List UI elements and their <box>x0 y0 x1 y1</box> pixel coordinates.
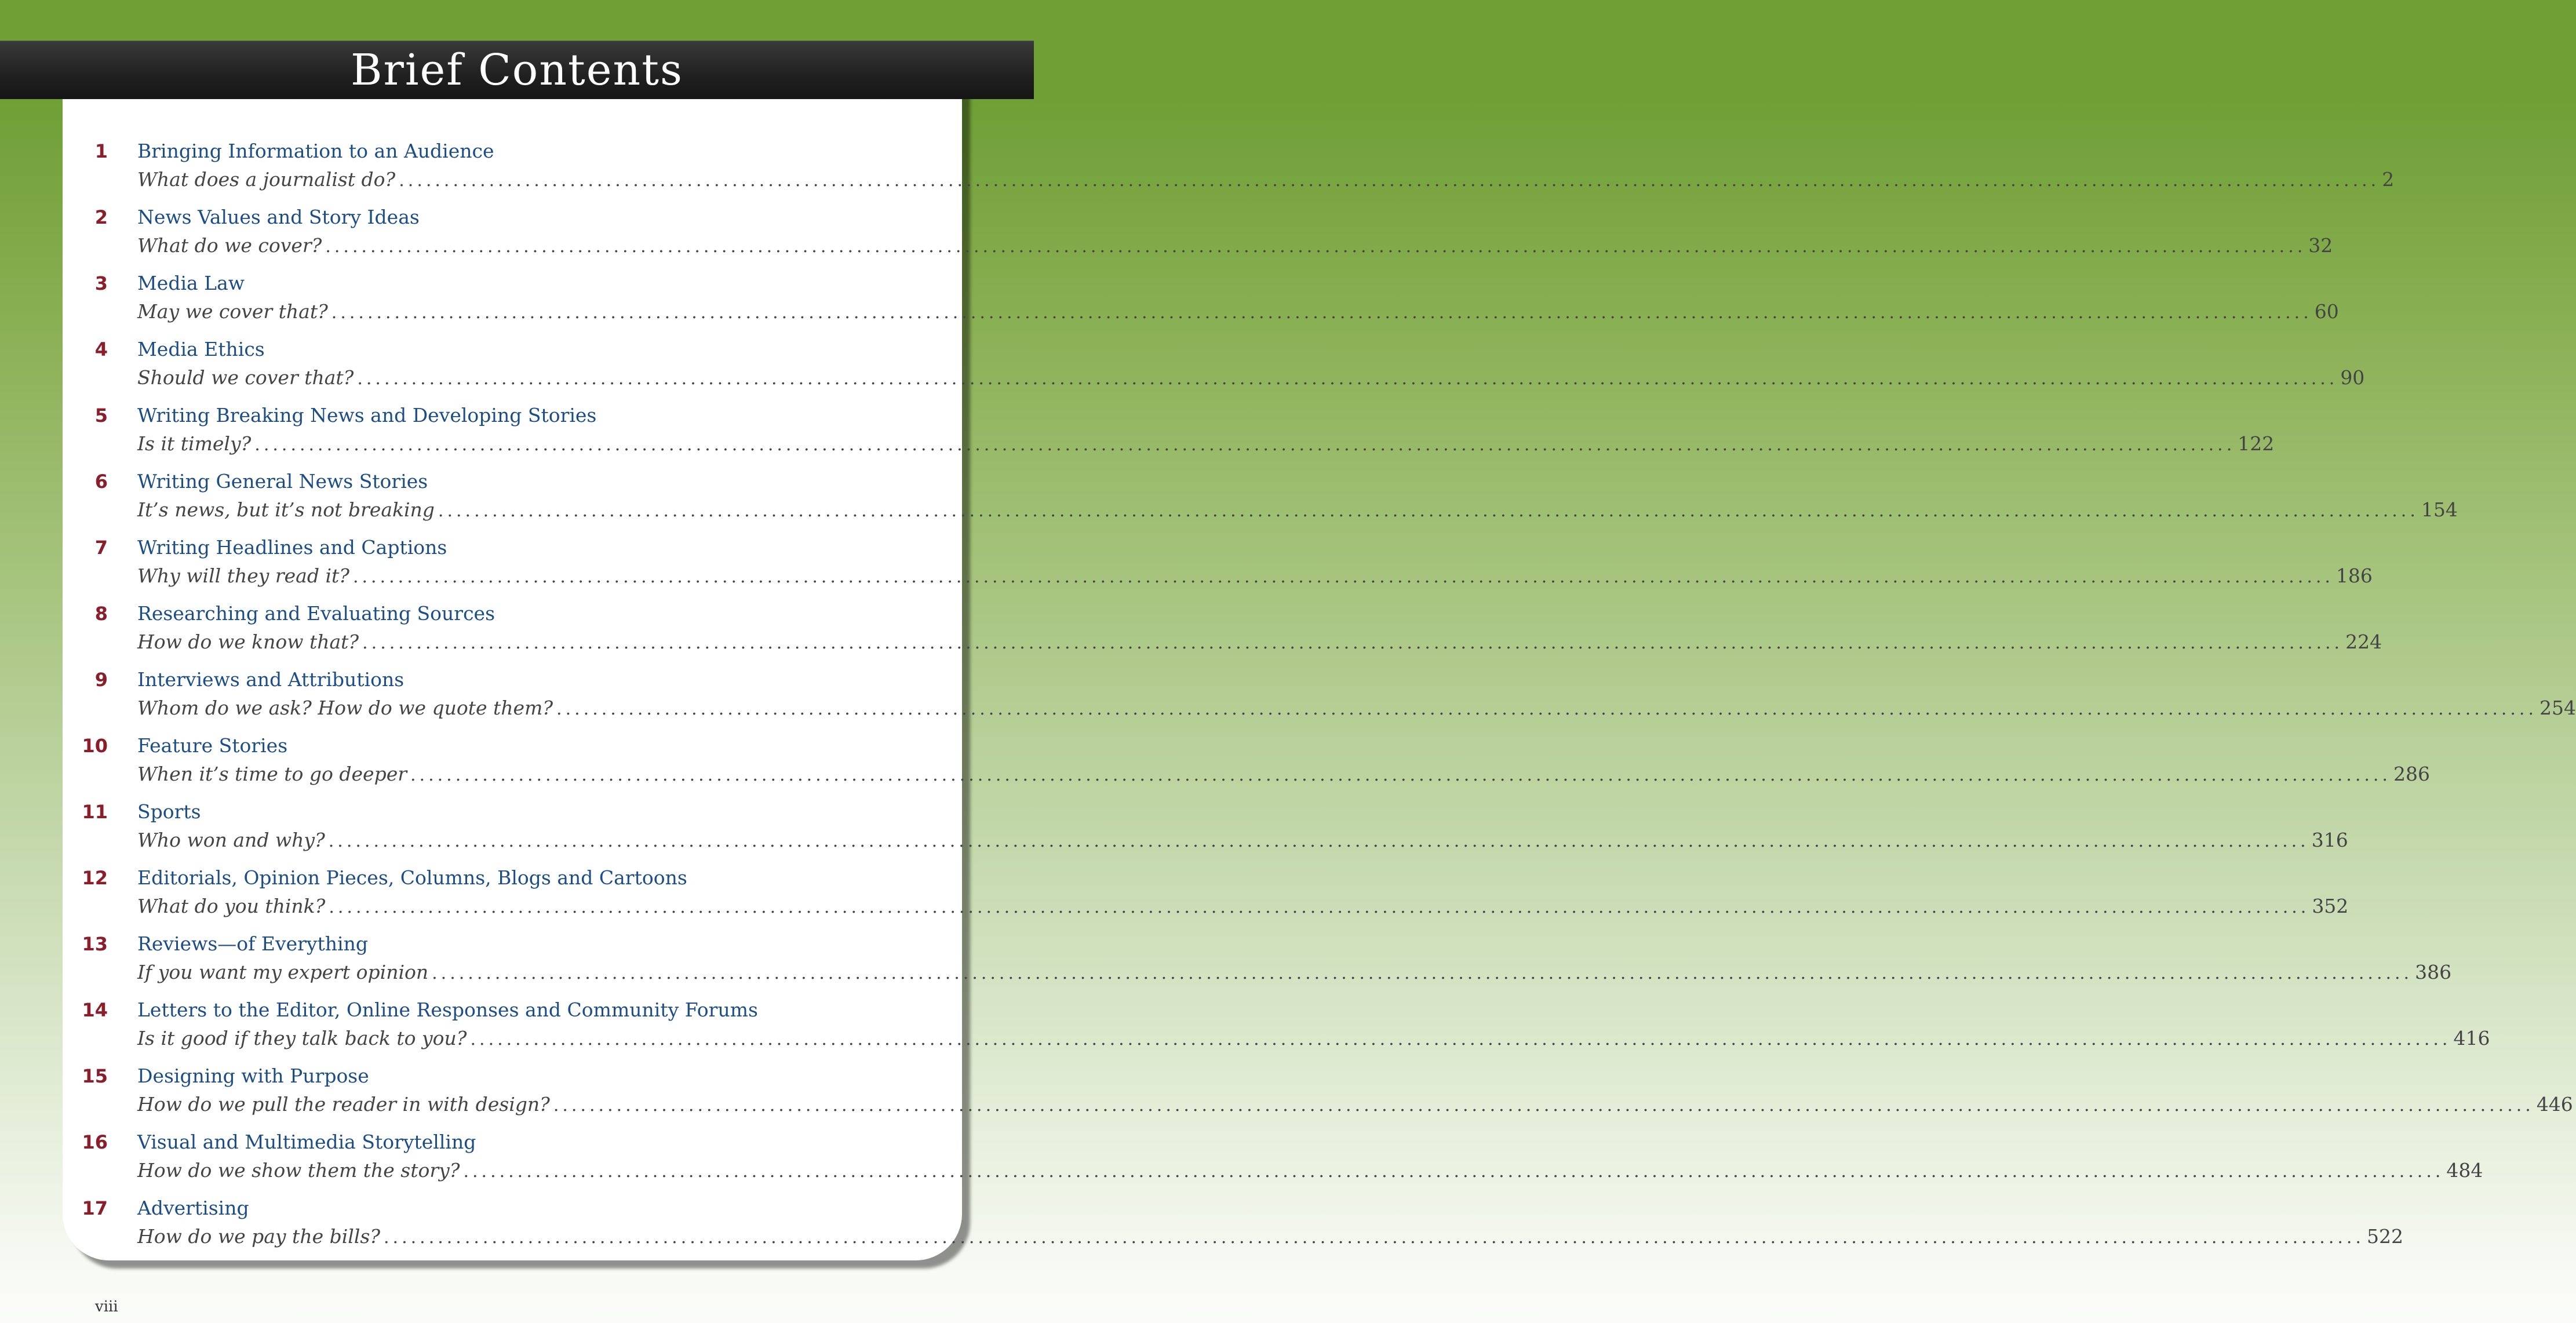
dot-leader: ............................................................................................................................................................................................................................ <box>362 633 2344 653</box>
chapter-title[interactable]: Feature Stories <box>137 734 288 757</box>
dot-leader: ............................................................................................................................................................................................................................ <box>410 765 2391 785</box>
chapter-subtitle-line <box>137 628 2382 657</box>
chapter-entry[interactable] <box>63 269 2339 336</box>
chapter-entry[interactable] <box>63 534 2373 600</box>
page-title: Brief Contents <box>351 45 683 95</box>
chapter-subtitle-line <box>137 892 2349 921</box>
dot-leader: ............................................................................................................................................................................................................................ <box>352 567 2334 587</box>
chapter-number: 14 <box>82 999 108 1021</box>
chapter-subtitle: How do we pull the reader in with design? <box>137 1093 550 1116</box>
chapter-subtitle: Should we cover that? <box>137 366 354 389</box>
chapter-entry[interactable] <box>63 930 2452 996</box>
chapter-entry[interactable] <box>63 468 2458 534</box>
chapter-entry[interactable] <box>63 732 2430 798</box>
chapter-entry[interactable] <box>63 137 2395 203</box>
chapter-entry[interactable] <box>63 1062 2573 1128</box>
chapter-title[interactable]: News Values and Story Ideas <box>137 206 420 228</box>
chapter-subtitle: What does a journalist do? <box>137 168 396 191</box>
chapter-number: 15 <box>82 1065 108 1087</box>
chapter-page-number: 522 <box>2366 1225 2403 1248</box>
chapter-subtitle-line <box>137 1157 2483 1186</box>
chapter-title[interactable]: Writing Headlines and Captions <box>137 536 447 559</box>
chapter-page-number: 286 <box>2393 763 2430 785</box>
chapter-number: 2 <box>94 206 108 228</box>
chapter-entry[interactable] <box>63 203 2333 269</box>
dot-leader: ............................................................................................................................................................................................................................ <box>331 302 2312 323</box>
dot-leader: ............................................................................................................................................................................................................................ <box>357 369 2338 389</box>
chapter-subtitle: Why will they read it? <box>137 564 349 587</box>
chapter-page-number: 224 <box>2345 630 2382 653</box>
chapter-subtitle: Whom do we ask? How do we quote them? <box>137 697 553 719</box>
chapter-entry[interactable] <box>63 1194 2403 1260</box>
chapter-title[interactable]: Media Ethics <box>137 338 265 360</box>
chapter-subtitle-line <box>137 826 2348 855</box>
chapter-title[interactable]: Sports <box>137 800 201 823</box>
chapter-subtitle-line <box>137 298 2339 327</box>
chapter-subtitle-line <box>137 760 2430 789</box>
chapter-page-number: 416 <box>2453 1027 2490 1049</box>
chapter-subtitle-line <box>137 496 2458 525</box>
chapter-subtitle-line <box>137 1223 2403 1252</box>
chapter-subtitle: How do we pay the bills? <box>137 1225 381 1248</box>
chapter-subtitle: Is it good if they talk back to you? <box>137 1027 467 1049</box>
chapter-page-number: 60 <box>2314 300 2339 323</box>
chapter-number: 12 <box>82 867 108 889</box>
chapter-title[interactable]: Letters to the Editor, Online Responses and Community Forums <box>137 998 758 1021</box>
chapter-number: 4 <box>94 338 108 360</box>
chapter-subtitle-line <box>137 694 2576 723</box>
dot-leader: ............................................................................................................................................................................................................................ <box>329 897 2310 917</box>
chapter-page-number: 386 <box>2415 961 2452 983</box>
dot-leader: ............................................................................................................................................................................................................................ <box>556 699 2537 719</box>
chapter-title[interactable]: Writing Breaking News and Developing Stories <box>137 404 597 427</box>
chapter-subtitle: What do we cover? <box>137 234 322 257</box>
chapter-page-number: 446 <box>2536 1093 2573 1116</box>
chapter-page-number: 154 <box>2421 498 2458 521</box>
chapter-entry[interactable] <box>63 336 2365 402</box>
chapter-subtitle: How do we show them the story? <box>137 1159 460 1182</box>
chapter-number: 17 <box>82 1197 108 1219</box>
chapter-entry[interactable] <box>63 798 2348 864</box>
chapter-title[interactable]: Advertising <box>137 1197 249 1219</box>
chapter-subtitle: If you want my expert opinion <box>137 961 429 983</box>
chapter-number: 10 <box>82 735 108 757</box>
chapter-subtitle-line <box>137 958 2452 987</box>
dot-leader: ............................................................................................................................................................................................................................ <box>384 1227 2364 1248</box>
chapter-title[interactable]: Editorials, Opinion Pieces, Columns, Blogs and Cartoons <box>137 866 687 889</box>
chapter-subtitle-line <box>137 562 2373 591</box>
dot-leader: ............................................................................................................................................................................................................................ <box>553 1095 2534 1116</box>
chapter-subtitle: It’s news, but it’s not breaking <box>137 498 435 521</box>
chapter-page-number: 2 <box>2382 168 2395 191</box>
chapter-page-number: 90 <box>2340 366 2365 389</box>
dot-leader: ............................................................................................................................................................................................................................ <box>254 435 2236 455</box>
chapter-title[interactable]: Designing with Purpose <box>137 1065 369 1087</box>
chapter-number: 13 <box>82 933 108 955</box>
dot-leader: ............................................................................................................................................................................................................................ <box>325 236 2307 257</box>
chapter-title[interactable]: Media Law <box>137 272 245 294</box>
dot-leader: ............................................................................................................................................................................................................................ <box>463 1161 2444 1182</box>
chapter-title[interactable]: Bringing Information to an Audience <box>137 140 494 162</box>
chapter-subtitle: How do we know that? <box>137 630 359 653</box>
chapter-number: 3 <box>94 272 108 294</box>
contents-card <box>63 87 2576 1260</box>
chapter-subtitle: What do you think? <box>137 895 326 917</box>
chapter-subtitle-line <box>137 364 2365 393</box>
chapter-subtitle-line <box>137 430 2275 459</box>
title-bar <box>0 41 1034 99</box>
chapter-page-number: 254 <box>2539 697 2576 719</box>
chapter-subtitle-line <box>137 232 2333 261</box>
chapter-page-number: 32 <box>2308 234 2333 257</box>
chapter-entry[interactable] <box>63 600 2382 666</box>
chapter-page-number: 484 <box>2446 1159 2483 1182</box>
chapter-number: 6 <box>94 471 108 493</box>
chapter-list <box>63 137 2576 1260</box>
dot-leader: ............................................................................................................................................................................................................................ <box>438 501 2419 521</box>
dot-leader: ............................................................................................................................................................................................................................ <box>328 831 2309 851</box>
chapter-subtitle: Who won and why? <box>137 829 325 851</box>
chapter-page-number: 352 <box>2312 895 2349 917</box>
chapter-title[interactable]: Researching and Evaluating Sources <box>137 602 495 625</box>
chapter-number: 1 <box>94 140 108 162</box>
chapter-number: 9 <box>94 669 108 691</box>
chapter-number: 7 <box>94 537 108 559</box>
chapter-number: 11 <box>82 801 108 823</box>
chapter-page-number: 316 <box>2311 829 2348 851</box>
chapter-subtitle: May we cover that? <box>137 300 328 323</box>
chapter-page-number: 186 <box>2335 564 2373 587</box>
chapter-subtitle-line <box>137 166 2395 195</box>
chapter-title[interactable]: Interviews and Attributions <box>137 668 405 691</box>
chapter-subtitle: When it’s time to go deeper <box>137 763 407 785</box>
chapter-title[interactable]: Writing General News Stories <box>137 470 428 493</box>
chapter-subtitle-line <box>137 1091 2573 1120</box>
chapter-entry[interactable] <box>63 666 2576 732</box>
chapter-title[interactable]: Visual and Multimedia Storytelling <box>137 1131 476 1153</box>
dot-leader: ............................................................................................................................................................................................................................ <box>399 170 2380 191</box>
dot-leader: ............................................................................................................................................................................................................................ <box>470 1029 2451 1049</box>
chapter-number: 8 <box>94 603 108 625</box>
page-number: viii <box>95 1298 118 1315</box>
chapter-number: 16 <box>82 1131 108 1153</box>
dot-leader: ............................................................................................................................................................................................................................ <box>432 963 2413 983</box>
chapter-entry[interactable] <box>63 402 2275 468</box>
chapter-entry[interactable] <box>63 1128 2483 1194</box>
chapter-title[interactable]: Reviews—of Everything <box>137 932 368 955</box>
chapter-entry[interactable] <box>63 864 2349 930</box>
chapter-subtitle-line <box>137 1025 2490 1054</box>
chapter-subtitle: Is it timely? <box>137 432 252 455</box>
chapter-entry[interactable] <box>63 996 2490 1062</box>
chapter-number: 5 <box>94 404 108 427</box>
chapter-page-number: 122 <box>2238 432 2275 455</box>
